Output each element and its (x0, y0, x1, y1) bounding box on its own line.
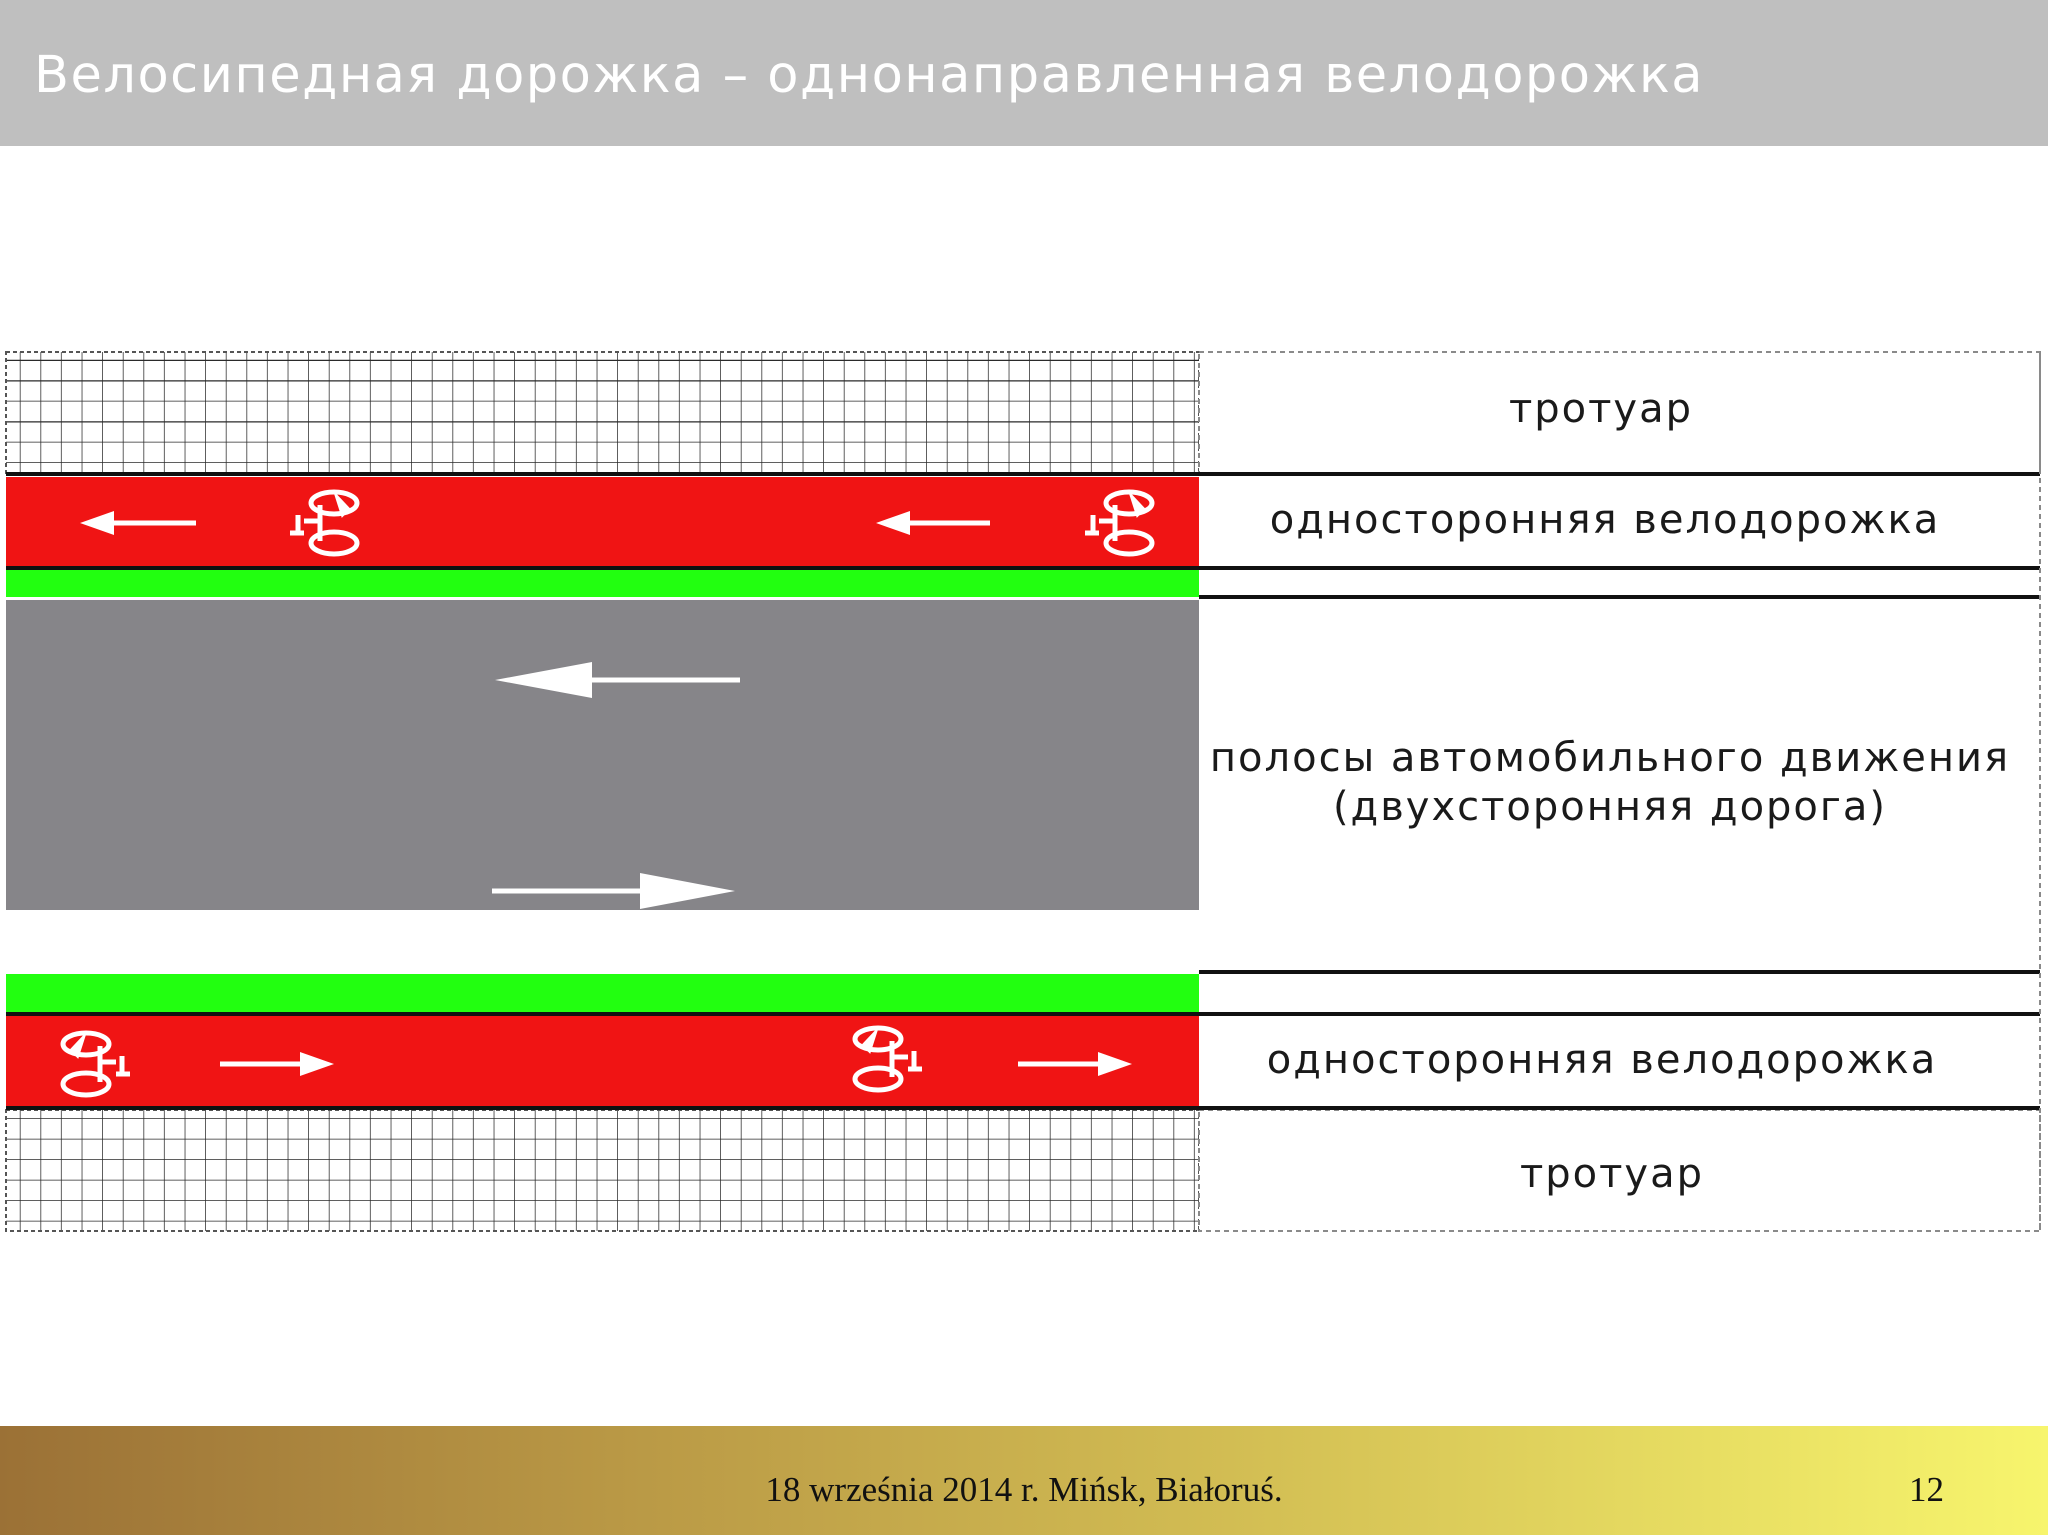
road (6, 600, 1199, 910)
label-sidewalk-top: тротуар (1508, 386, 1694, 432)
sidewalk-top-grid (6, 352, 1199, 473)
page-number: 12 (1909, 1470, 1944, 1509)
bike-lane-diagram (0, 340, 2048, 1240)
label-bike-lane-bottom: односторонняя велодорожка (1266, 1037, 1938, 1083)
sidewalk-bottom-grid (6, 1110, 1199, 1231)
separator-top (6, 570, 1199, 597)
label-car-lanes-line2: (двухсторонняя дорога) (1332, 784, 1888, 830)
separator-bottom (6, 974, 1199, 1012)
slide-header (0, 0, 2048, 146)
bike-lane-bottom (6, 1016, 1199, 1106)
footer-text: 18 września 2014 r. Mińsk, Białoruś. (765, 1470, 1283, 1509)
label-bike-lane-top: односторонняя велодорожка (1269, 497, 1941, 543)
slide-title: Велосипедная дорожка – однонаправленная велодорожка (34, 46, 1705, 105)
label-sidewalk-bottom: тротуар (1519, 1151, 1705, 1197)
slide-footer (0, 1426, 2048, 1535)
label-car-lanes-line1: полосы автомобильного движения (1209, 735, 2011, 781)
